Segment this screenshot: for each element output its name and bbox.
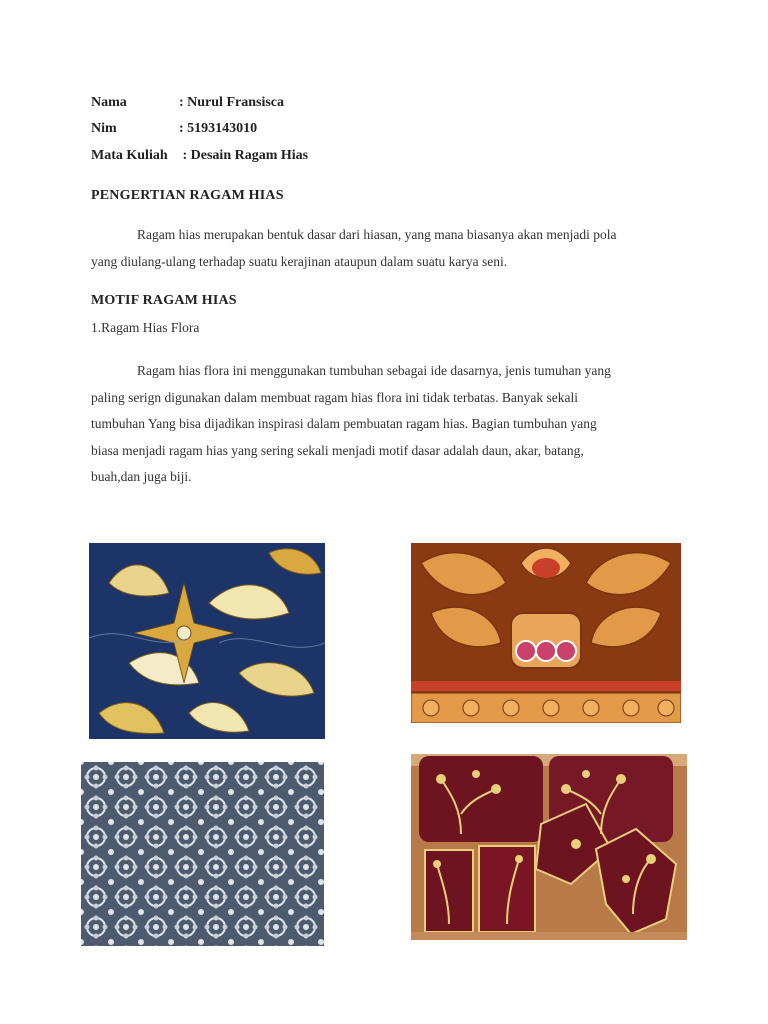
batik-flora-image bbox=[89, 543, 325, 739]
paragraph-line: buah,dan juga biji. bbox=[91, 469, 192, 484]
info-row-nama bbox=[91, 94, 284, 112]
lace-pattern-image bbox=[81, 762, 324, 946]
info-row-nim bbox=[91, 120, 257, 138]
paragraph-line: Ragam hias flora ini menggunakan tumbuhan sebagai ide dasarnya, jenis tumuhan yang bbox=[137, 363, 611, 378]
info-label: Nama bbox=[91, 95, 127, 110]
info-value: : 5193143010 bbox=[179, 121, 258, 136]
info-row-mata-kuliah bbox=[91, 147, 308, 165]
section-heading-pengertian: PENGERTIAN RAGAM HIAS bbox=[91, 188, 284, 203]
info-value: : Desain Ragam Hias bbox=[179, 148, 309, 163]
info-value: : Nurul Fransisca bbox=[179, 95, 284, 110]
paragraph-line: paling serign digunakan dalam membuat ragam hias flora ini tidak terbatas. Banyak sekali bbox=[91, 389, 578, 405]
info-label: Mata Kuliah bbox=[91, 148, 168, 163]
wood-carving-image bbox=[411, 543, 681, 727]
paragraph-flora bbox=[91, 358, 681, 491]
paragraph-line: tumbuhan Yang bisa dijadikan inspirasi dalam pembuatan ragam hias. Bagian tumbuhan yang bbox=[91, 416, 597, 431]
paragraph-line: Ragam hias merupakan bentuk dasar dari hiasan, yang mana biasanya akan menjadi pola bbox=[137, 227, 617, 242]
embroidered-pillows-image bbox=[411, 754, 687, 940]
paragraph-line: biasa menjadi ragam hias yang sering sekali menjadi motif dasar adalah daun, akar, batang, bbox=[91, 442, 584, 458]
section-heading-motif: MOTIF RAGAM HIAS bbox=[91, 293, 237, 308]
subheading-flora: 1.Ragam Hias Flora bbox=[91, 320, 200, 335]
paragraph-pengertian bbox=[91, 222, 681, 275]
paragraph-line: yang diulang-ulang terhadap suatu kerajinan ataupun dalam suatu karya seni. bbox=[91, 253, 508, 269]
info-label: Nim bbox=[91, 121, 117, 136]
